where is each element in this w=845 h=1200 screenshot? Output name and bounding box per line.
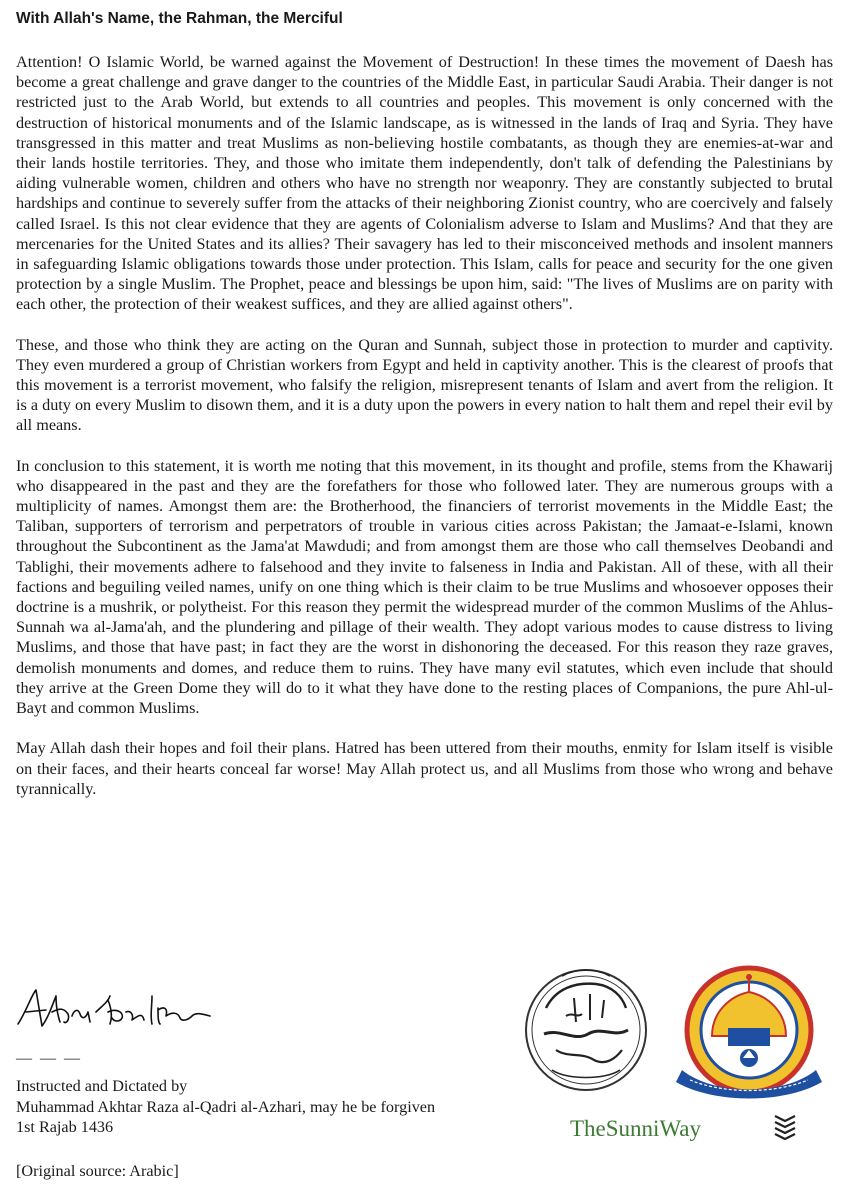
document-body [16,52,833,819]
thesunniway-logo-icon [772,1112,798,1142]
calligraphy-seal-icon [516,958,656,1098]
document-title: With Allah's Name, the Rahman, the Merciful [16,10,343,27]
footer-line-instructed: Instructed and Dictated by [16,1077,188,1095]
paragraph: May Allah dash their hopes and foil their plans. Hatred has been uttered from their mouths, enmity for Islam itself is visible on their faces, and their hearts conceal far worse! May Allah protect us, and all Muslims from those who wrong and behave tyrannically. [16,739,833,798]
jamiat-ur-raza-emblem-icon [664,962,834,1102]
signature-separator: — — — [16,1050,82,1067]
author-block [16,1076,435,1138]
paragraph: In conclusion to this statement, it is worth me noting that this movement, in its thought and profile, stems from the Khawarij who disappeared in the past and they are the forefathers for those who followed later. They are numerous groups with a multiplicity of names. Amongst them are: the Brotherhood, the financiers of terrorist movements in the Middle East; the Taliban, supporters of terrorism and perpetrators of trouble in various cities across Pakistan; the Jamaat-e-Islami, known throughout the Subcontinent as the Jama'at Mawdudi; and from amongst them are those who call themselves Deobandi and Tablighi, their movements adhere to falsehood and they invite to falseness in India and Pakistan. All of these, with all their factions and beguiling veiled names, unify on one thing which is their claim to be true Muslims and whosoever opposes their doctrine is a mushrik, or polytheist. For this reason they permit the widespread murder of the common Muslims of the Ahlus-Sunnah wa al-Jama'ah, and the plundering and pillage of their wealth. They adopt various modes to cause distress to living Muslims, and those that have past; in fact they are the worst in dishonoring the deceased. For this reason they raze graves, demolish monuments and domes, and reduce them to ruins. They have many evil statutes, which even include that should they arrive at the Green Dome they will do to it what they have done to the resting places of Companions, the pure Ahl-ul-Bayt and common Muslims. [16,456,833,718]
handwritten-signature [12,982,232,1042]
footer-line-author: Muhammad Akhtar Raza al-Qadri al-Azhari, may he be forgiven [16,1097,436,1116]
paragraph: Attention! O Islamic World, be warned against the Movement of Destruction! In these times the movement of Daesh has become a great challenge and grave danger to the countries of the Middle East, in particular Saudi Arabia. Their danger is not restricted just to the Arab World, but extends to all countries and peoples. This movement is only concerned with the destruction of historical monuments and of the Islamic landscape, as is witnessed in the lands of Iraq and Syria. They have transgressed in this matter and treat Muslims as non-believing hostile combatants, as though they are enemies-at-war and their lands hostile territories. They, and those who imitate them independently, don't talk of defending the Palestinians by aiding vulnerable women, children and others who have no strength nor weaponry. They are constantly subjected to brutal hardships and continue to severely suffer from the attacks of their neighboring Zionist country, who are coercively and falsely called Israel. Is this not clear evidence that they are agents of Colonialism adverse to Islam and Muslims? And that they are mercenaries for the United States and its allies? Their savagery has led to their misconceived methods and insolent manners in safeguarding Islamic obligations towards those under protection. This Islam, calls for peace and security for the one given protection by a single Muslim. The Prophet, peace and blessings be upon him, said: "The lives of Muslims are on parity with each other, the protection of their weakest suffices, and they are allied against others". [16,53,833,314]
original-source-note: [Original source: Arabic] [16,1162,179,1180]
footer-line-date: 1st Rajab 1436 [16,1118,114,1136]
paragraph: These, and those who think they are acting on the Quran and Sunnah, subject those in protection to murder and captivity. They even murdered a group of Christian workers from Egypt and held in captivity another. This is the clearest of proofs that this movement is a terrorist movement, who falsify the religion, misrepresent tenants of Islam and avert from the religion. It is a duty on every Muslim to disown them, and it is a duty upon the powers in every nation to halt them and repel their evil by all means. [16,335,833,435]
thesunniway-brand: TheSunniWay [570,1116,702,1141]
